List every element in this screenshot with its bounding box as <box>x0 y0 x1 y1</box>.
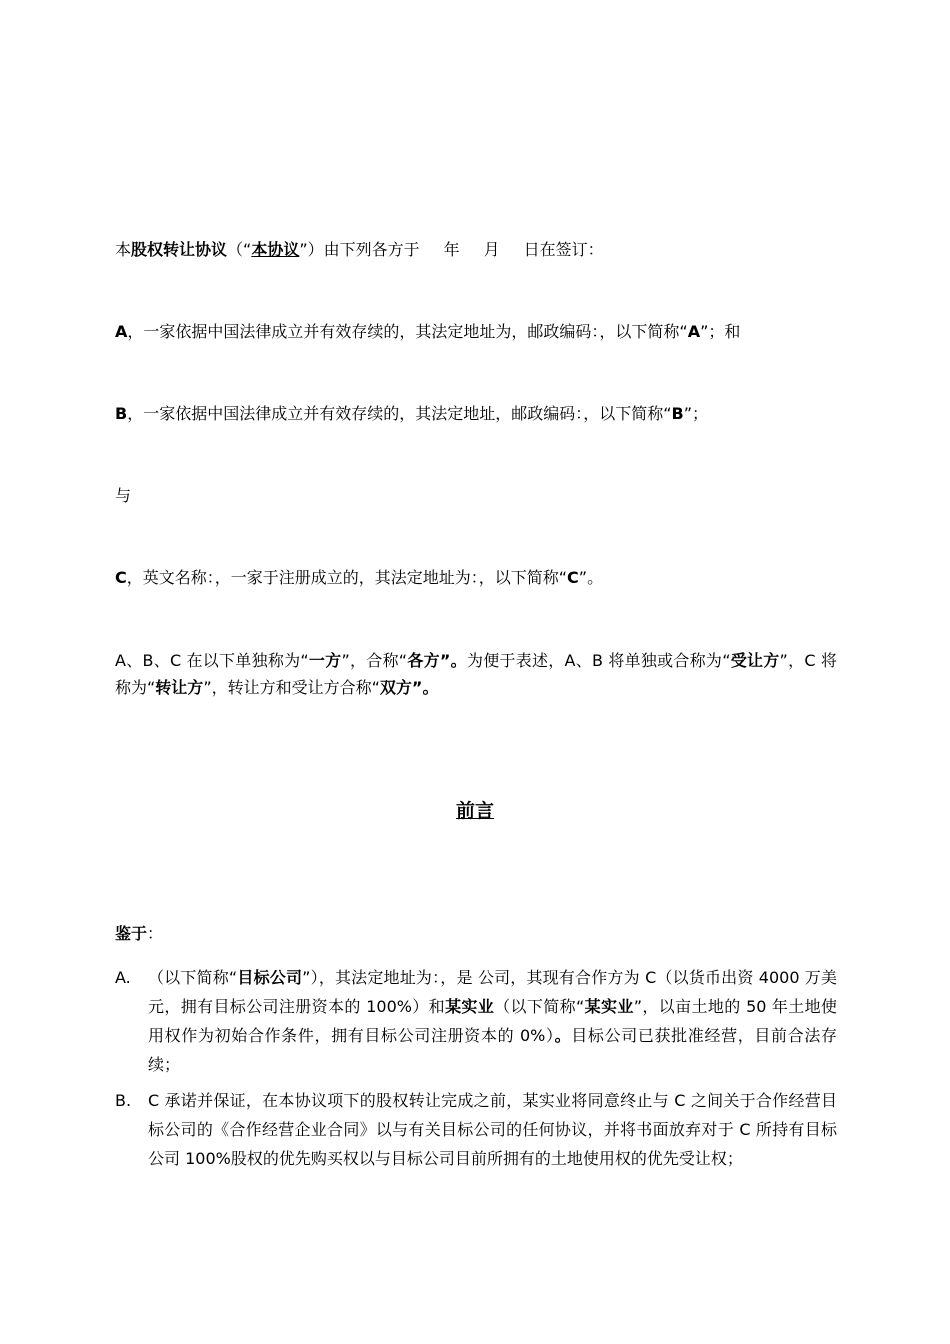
whereas-line <box>115 923 837 945</box>
party-a-tail: ”；和 <box>700 322 741 341</box>
def-text: ”，转让方和受让方合称“ <box>203 678 380 697</box>
recital-term: 某实业 <box>584 997 634 1016</box>
recital-text: ”，以亩土地的 50 年土地使用权作为初始合作条件，拥有目标公司注册资本的 0%） <box>148 997 837 1045</box>
intro-text: ”）由下列各方于 <box>299 240 420 259</box>
recital-term: 某实业 <box>445 997 495 1016</box>
recital-label: A. <box>115 968 131 987</box>
intro-line <box>115 239 837 261</box>
def-term: 受让方 <box>730 651 780 670</box>
party-b-tail: ”； <box>683 404 708 423</box>
recital-text: 目标公司已获批准经营，目前合法存续； <box>148 1026 837 1074</box>
year-label: 年 <box>443 240 460 259</box>
party-b-name: B <box>115 404 128 423</box>
month-label: 月 <box>483 240 500 259</box>
def-text: ”，合称“ <box>341 651 408 670</box>
def-term: 双方 <box>379 678 412 697</box>
def-text: A、B、C 在以下单独称为“ <box>115 651 309 670</box>
section-heading: 前言 <box>455 800 494 822</box>
def-text: ”。 <box>439 651 467 670</box>
whereas-colon: ： <box>147 924 164 943</box>
party-a-name: A <box>115 322 128 341</box>
recital-text: ”），其法定地址为：，是 公司，其现有合作方为 C（以货币出资 4000 万美元，拥有目标公司注册资本的 100%）和 <box>148 968 837 1016</box>
recital-text: （以下简称“ <box>148 968 238 987</box>
def-term: 转让方 <box>155 678 204 697</box>
recital-item-a <box>115 963 837 1079</box>
party-a-line <box>115 321 837 343</box>
agreement-short-name: 本协议 <box>251 240 300 259</box>
party-c-name: C <box>115 568 127 587</box>
party-b-short: B <box>671 404 684 423</box>
agreement-name: 股权转让协议 <box>131 240 228 259</box>
def-text: ”。 <box>411 678 439 697</box>
parties-definition <box>115 647 837 701</box>
recital-item-b <box>115 1086 837 1173</box>
recital-label: B. <box>115 1091 132 1110</box>
conjunction: 与 <box>115 486 132 505</box>
intro-text: （“ <box>227 240 252 259</box>
party-c-text: ，英文名称：，一家于注册成立的，其法定地址为：，以下简称“ <box>126 568 568 587</box>
party-b-line <box>115 403 837 425</box>
def-text: ”，C 将称为“ <box>115 651 837 697</box>
day-label: 日在签订： <box>523 240 604 259</box>
party-b-text: ，一家依据中国法律成立并有效存续的，其法定地址，邮政编码：，以下简称“ <box>127 404 672 423</box>
party-c-line <box>115 567 837 589</box>
def-term: 各方 <box>407 651 440 670</box>
party-c-tail: ”。 <box>578 568 604 587</box>
recital-text: （以下简称“ <box>494 997 585 1016</box>
def-text: 为便于表述，A、B 将单独或合称为“ <box>466 651 731 670</box>
recital-term: 目标公司 <box>237 968 303 987</box>
party-c-short: C <box>567 568 579 587</box>
def-term: 一方 <box>308 651 342 670</box>
recital-text: 。 <box>554 1026 572 1045</box>
party-a-text: ，一家依据中国法律成立并有效存续的，其法定地址为，邮政编码：，以下简称“ <box>127 322 688 341</box>
party-a-short: A <box>687 322 701 341</box>
whereas-label: 鉴于 <box>115 924 148 943</box>
recital-body: C 承诺并保证，在本协议项下的股权转让完成之前，某实业将同意终止与 C 之间关于合作经营目标公司的《合作经营企业合同》以与有关目标公司的任何协议，并将书面放弃对于 C 所持有目标公司 100%股权的优先购买权以与目标公司目前所拥有的土地使用权的优先受让权； <box>148 1091 837 1168</box>
intro-text: 本 <box>115 240 132 259</box>
recital-body <box>148 963 837 1079</box>
